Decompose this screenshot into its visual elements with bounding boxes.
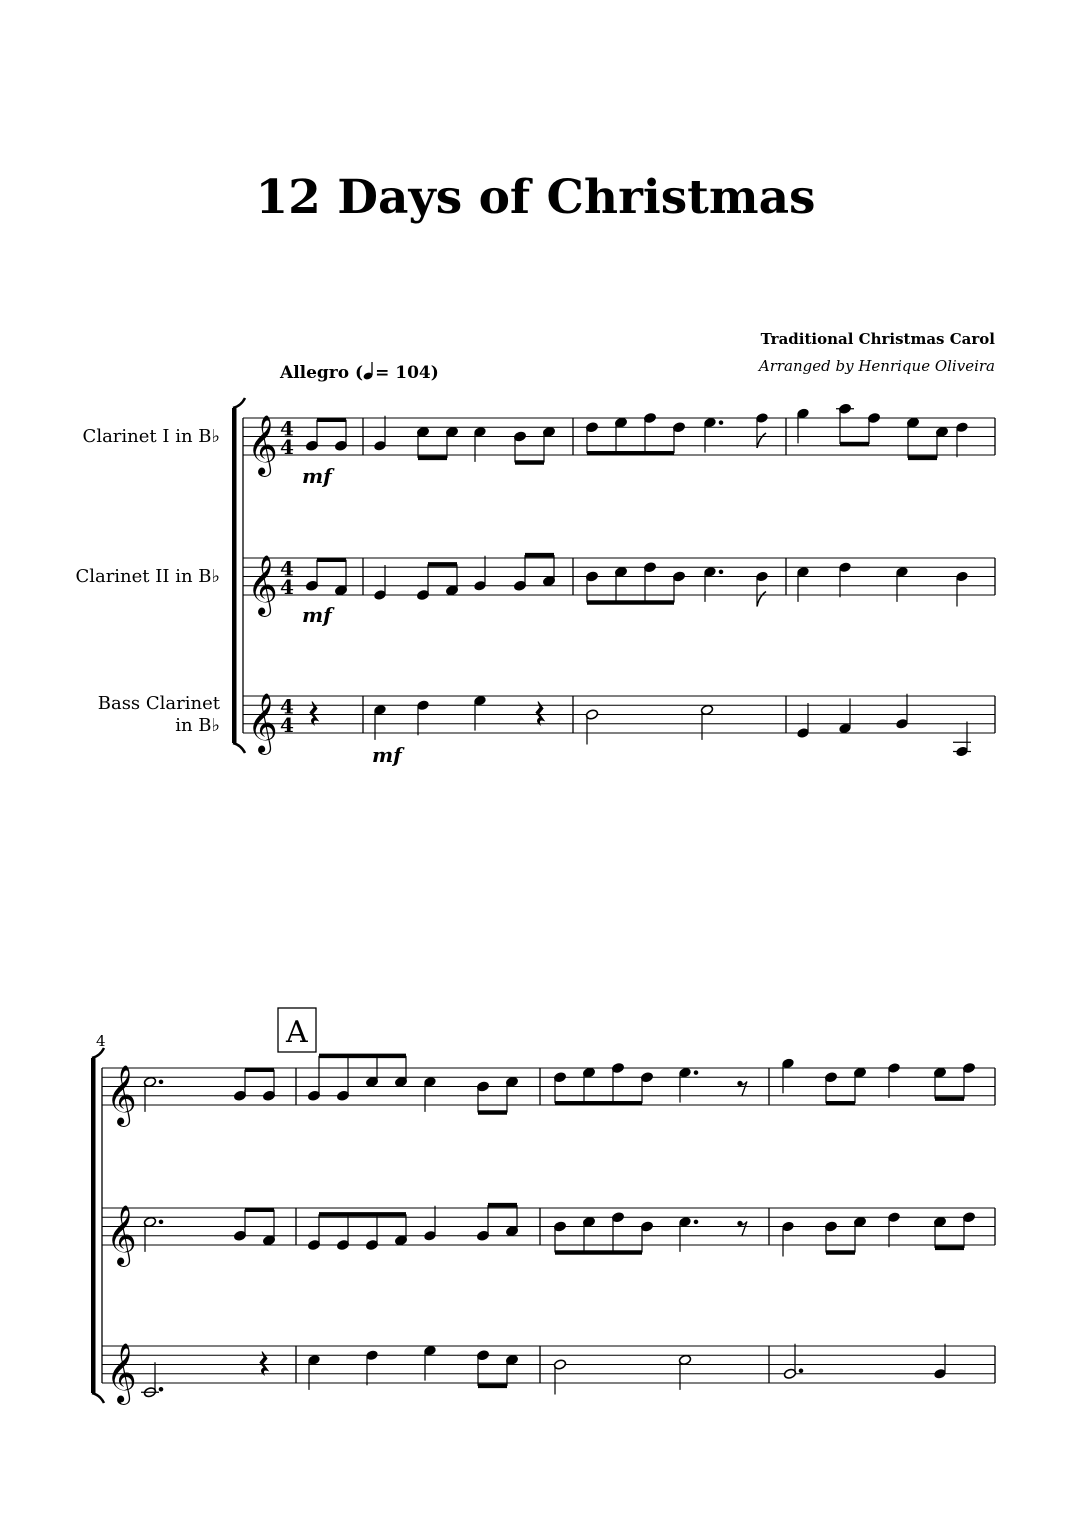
augmentation-dot bbox=[694, 1071, 698, 1075]
time-signature-numerator: 4 bbox=[280, 416, 294, 441]
treble-clef-icon: 𝄞 bbox=[247, 693, 278, 753]
treble-clef-icon: 𝄞 bbox=[106, 1343, 137, 1403]
system-bracket bbox=[232, 408, 237, 743]
instrument-label-clarinet-1: Clarinet I in B♭ bbox=[82, 426, 220, 447]
augmentation-dot bbox=[159, 1080, 163, 1084]
note-flag bbox=[757, 592, 766, 607]
measure-number: 4 bbox=[96, 1032, 106, 1050]
system-bracket bbox=[91, 1058, 96, 1393]
instrument-label-bass-clarinet: Bass Clarinet in B♭ bbox=[97, 693, 220, 736]
time-signature-numerator: 4 bbox=[280, 556, 294, 581]
treble-clef-icon: 𝄞 bbox=[247, 415, 278, 475]
augmentation-dot bbox=[719, 421, 723, 425]
dynamic-marking: mf bbox=[372, 743, 402, 767]
arranger-credit: Arranged by Henrique Oliveira bbox=[758, 357, 995, 375]
treble-clef-icon: 𝄞 bbox=[106, 1065, 137, 1125]
time-signature-denominator: 4 bbox=[280, 575, 294, 599]
instrument-label-clarinet-2: Clarinet II in B♭ bbox=[75, 566, 220, 587]
tempo-value: = 104) bbox=[375, 363, 439, 383]
dynamic-marking: mf bbox=[302, 464, 332, 488]
bracket-end bbox=[92, 1393, 104, 1403]
score-title: 12 Days of Christmas bbox=[255, 170, 816, 225]
time-signature-denominator: 4 bbox=[280, 713, 294, 737]
time-signature-denominator: 4 bbox=[280, 435, 294, 459]
rehearsal-mark: A bbox=[286, 1015, 308, 1050]
augmentation-dot bbox=[799, 1369, 803, 1373]
treble-clef-icon: 𝄞 bbox=[247, 555, 278, 615]
tempo-prefix: Allegro ( bbox=[280, 363, 364, 383]
composer-credit: Traditional Christmas Carol bbox=[760, 330, 995, 348]
treble-clef-icon: 𝄞 bbox=[106, 1205, 137, 1265]
dynamic-marking: mf bbox=[302, 603, 332, 627]
augmentation-dot bbox=[719, 570, 723, 574]
augmentation-dot bbox=[159, 1387, 163, 1391]
bracket-end bbox=[233, 398, 245, 408]
augmentation-dot bbox=[159, 1220, 163, 1224]
augmentation-dot bbox=[694, 1220, 698, 1224]
bracket-end bbox=[233, 743, 245, 753]
time-signature-numerator: 4 bbox=[280, 694, 294, 719]
